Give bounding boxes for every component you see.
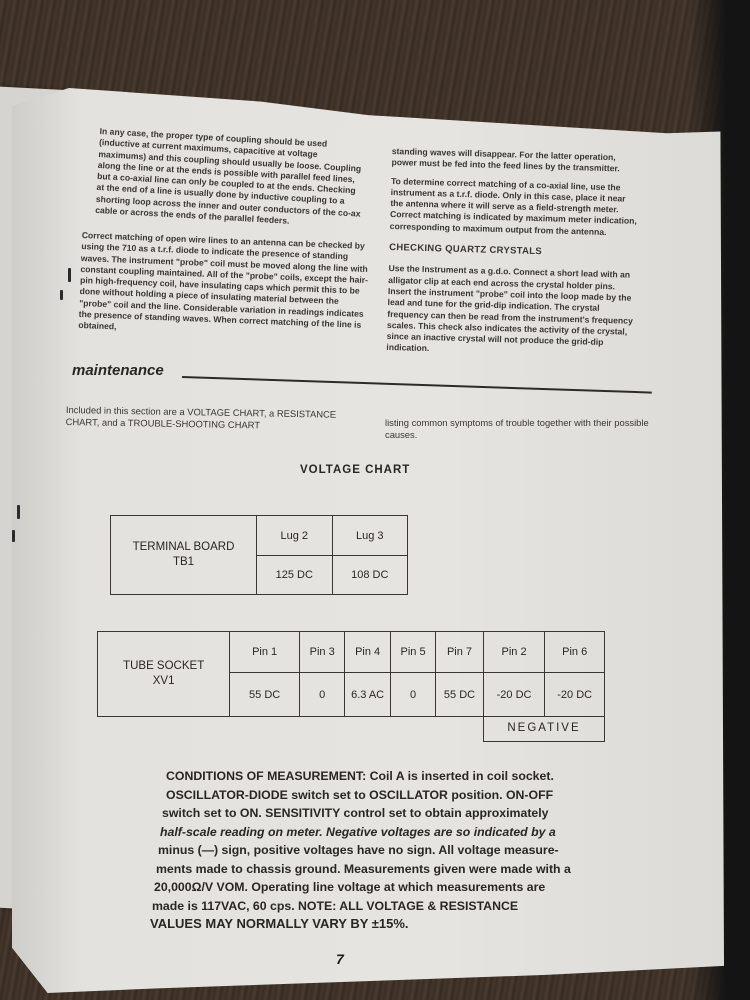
conditions-line-4: half-scale reading on meter. Negative voltages are so indicated by a: [160, 824, 556, 839]
terminal-board-label: [111, 516, 257, 595]
pin2-value: -20 DC: [483, 673, 545, 717]
pin7-header: Pin 7: [436, 632, 483, 673]
paragraph-quartz: Use the Instrument as a g.d.o. Connect a short lead with an alligator clip at each end across the crystal holder pins. Insert the instrument "probe" coil into the loop made by the lead and tune for the grid-dip indication. The crystal frequency can then be read from the instrument's frequency scales. This check also indicates the activity of the crystal, since an inactive crystal will not produce the grid-dip indication.: [386, 263, 633, 354]
pin5-value: 0: [390, 673, 435, 717]
terminal-board-table: [110, 515, 408, 595]
conditions-line-7: 20,000Ω/V VOM. Operating line voltage at which measurements are: [154, 880, 546, 894]
lug2-value: 125 DC: [257, 556, 333, 595]
page-number: 7: [336, 951, 344, 967]
lug3-header: Lug 3: [332, 516, 408, 556]
staple-top-2: [60, 290, 63, 300]
conditions-line-1: CONDITIONS OF MEASUREMENT: Coil A is inserted in coil socket.: [166, 769, 554, 783]
pin7-value: 55 DC: [436, 673, 483, 717]
pin4-header: Pin 4: [345, 632, 390, 673]
conditions-line-6: ments made to chassis ground. Measurements given were made with a: [156, 861, 571, 876]
terminal-board-label-line2: TB1: [172, 556, 195, 568]
conditions-line-2: OSCILLATOR-DIODE switch set to OSCILLATOR position. ON-OFF: [166, 787, 554, 802]
conditions-line-5: minus (—) sign, positive voltages have no sign. All voltage measure-: [158, 843, 559, 857]
pin3-header: Pin 3: [299, 632, 344, 673]
tube-socket-label: [98, 632, 230, 717]
pin6-value: -20 DC: [545, 673, 605, 717]
lug2-header: Lug 2: [257, 516, 333, 556]
conditions-of-measurement: [150, 767, 590, 934]
terminal-board-label-line1: TERMINAL BOARD: [132, 541, 235, 553]
pin1-header: Pin 1: [230, 632, 300, 673]
conditions-line-3: switch set to ON. SENSITIVITY control set to obtain approximately: [162, 806, 549, 820]
staple-bottom: [17, 505, 20, 519]
pin5-header: Pin 5: [390, 632, 435, 673]
conditions-line-8: made is 117VAC, 60 cps. NOTE: ALL VOLTAGE & RESISTANCE: [152, 898, 519, 913]
pin6-header: Pin 6: [545, 632, 605, 673]
tube-socket-table: [97, 631, 605, 717]
pin2-header: Pin 2: [483, 632, 545, 673]
left-column: [95, 126, 368, 238]
negative-label: NEGATIVE: [483, 716, 605, 742]
staple-top: [68, 268, 71, 282]
pin1-value: 55 DC: [230, 673, 300, 717]
paragraph-matching: Correct matching of open wire lines to an antenna can be checked by using the 710 as a t.r.f. diode to indicate the presence of standing waves. The instrument "probe" coil must be moved along the line with constant coupling maintained. All of the "probe" coils, except the hair-pin high-frequency coil, have insulating caps which permit this to be done without holding a piece of insulating material between the "probe" coil and the line. Considerable variation in readings indicates the presence of standing waves. When correct matching of the line is obtained,: [78, 230, 369, 332]
section-heading-quartz: CHECKING QUARTZ CRYSTALS: [389, 242, 543, 258]
conditions-line-9: VALUES MAY NORMALLY VARY BY ±15%.: [150, 916, 409, 931]
lug3-value: 108 DC: [332, 556, 408, 595]
paragraph-standing-waves: standing waves will disappear. For the latter operation, power must be fed into the feed lines by the transmitter.: [391, 146, 620, 174]
tube-socket-label-line1: TUBE SOCKET: [123, 660, 205, 672]
maintenance-intro-right: listing common symptoms of trouble together with their possible causes.: [385, 417, 649, 440]
maintenance-intro-left: Included in this section are a VOLTAGE CHART, a RESISTANCE CHART, and a TROUBLE-SHOOTING CHART: [65, 404, 337, 431]
pin4-value: 6.3 AC: [345, 673, 390, 717]
paragraph-coupling: In any case, the proper type of coupling should be used (inductive at current maximums, capacitive at voltage maximums) and this coupling should usually be loose. Coupling along the line or at the ends is possible with parallel feed lines, but a co-axial line can only be coupled to at the ends. Checking at the end of a line is usually done by inductive coupling to a shorting loop across the inner and outer conductors of the co-ax cable or across the ends of the parallel feeders.: [95, 126, 362, 226]
left-column-lower: [78, 230, 372, 350]
pin3-value: 0: [299, 673, 344, 717]
tube-socket-label-line2: XV1: [152, 675, 175, 687]
staple-bottom-2: [12, 530, 15, 542]
voltage-chart-title: VOLTAGE CHART: [300, 464, 411, 476]
paragraph-coax-matching: To determine correct matching of a co-axial line, use the instrument as a t.r.f. diode. Only in this case, place it near the antenna where it will serve as a field-strength meter. Correct matching is indicated by maximum meter indication, corresponding to maximum output from the antenna.: [389, 175, 638, 237]
section-title-maintenance: maintenance: [72, 362, 164, 379]
right-column: [386, 146, 640, 368]
